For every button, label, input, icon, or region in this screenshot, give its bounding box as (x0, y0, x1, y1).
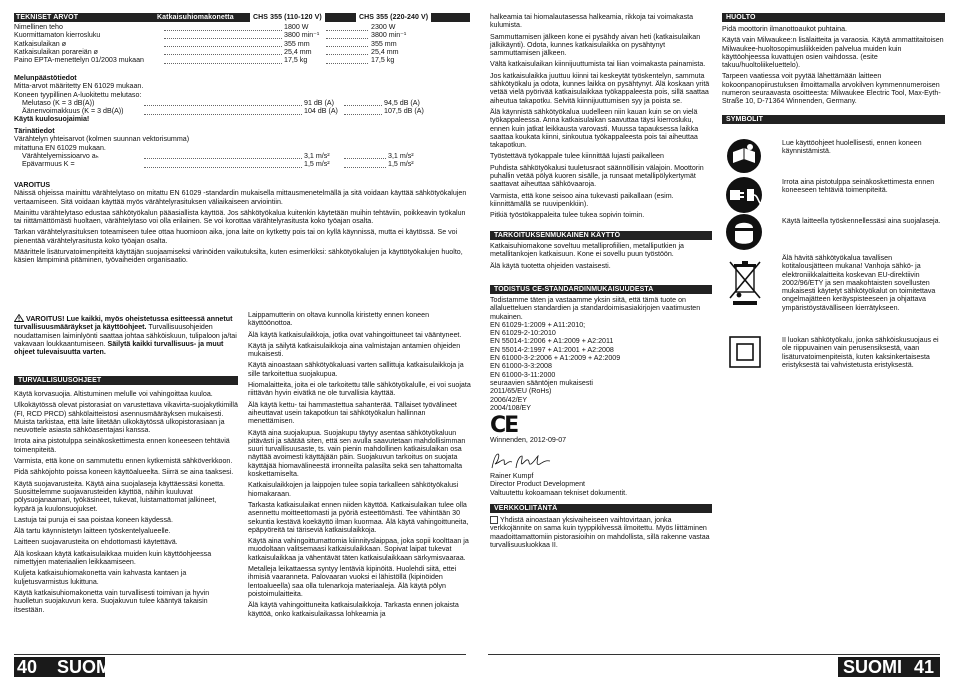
leader-dots (144, 152, 302, 160)
safety-para-1: Käytä korvasuojia. Altistuminen melulle voi vahingoittaa kuuloa. (14, 390, 213, 398)
signer-block (490, 472, 714, 497)
spec-value-110: 17,5 kg (284, 56, 308, 65)
footer-left (14, 657, 117, 677)
huolto-section (722, 25, 944, 106)
right-para-6: Työstettävä työkappale tulee kiinnittää lujasti paikalleen (490, 152, 664, 161)
ce-standard-line: 2011/65/EU (RoHs) (490, 387, 552, 396)
huolto-para-2: Käytä vain Milwaukee:n lisälaitteita ja varaosia. Käytä ammattitaitoisen Milwaukee-huoltosopimusliikkeiden palvelua muiden kuin käyttöohjeessa kuvattujen osien vaihdossa. (esite takuu/huoltoliikeluettelo). (722, 36, 944, 70)
safety-cont-para-7: Käytä aina suojakupua. Suojakupu täytyy asentaa sähkötyökaluun pitävästi ja säätää siten, että sen avulla saavutetaan mahdollisimman suuri turvallisuusaste, ts. vain pienin mahdollinen katkaisulaikan osa näyttää avoimesti käyttäjään päin. Suojakuvun tarkoitus on suojata käyttäjää hiomavälineestä irronneilta palasilta sekä sen tahattomalta koskettamiselta. (248, 428, 466, 479)
double-insulation-icon (729, 336, 761, 368)
right-para-9: Pitkiä työstökappaleita tulee tukea sopivin toimin. (490, 211, 645, 220)
spec-value-110: 3,1 m/s² (304, 151, 330, 160)
spec-row (14, 160, 474, 168)
footer-rule-right (488, 654, 940, 655)
face-protection-icon (724, 212, 764, 252)
leader-dots (326, 23, 368, 31)
right-para-2: Sammuttamisen jälkeen kone ei pysähdy aivan heti (katkaisulaikan jälkikäynti). Odota, kunnes katkaisulaikka on pysähtynyt sammuttamisen jälkeen. (490, 32, 701, 58)
ce-standard-line: EN 55014-2:1997 + A1:2001 + A2:2008 (490, 345, 614, 354)
spec-value-220: 3800 min⁻¹ (371, 31, 407, 40)
warning-triangle-icon (14, 314, 24, 322)
spec-label: Epävarmuus K = (22, 160, 75, 169)
safety-cont-para-6: Älä käytä kettu- tai hammastettua sahanterää. Tällaiset työvälineet aiheuttavat usein takapotkun tai sähkötyökalun hallinnan menettämisen. (248, 400, 457, 426)
place-date: Winnenden, 2012-09-07 (490, 436, 567, 444)
spec-row (14, 23, 474, 31)
safety-paragraphs-continued (248, 311, 472, 621)
spec-value-110: 1800 W (284, 23, 309, 31)
ce-intro: Todistamme täten ja vastaamme yksin siitä, että tämä tuote on allaluetteluen standardien ja standardoimisasiakirjojen vaatimusten mukainen. (490, 296, 701, 321)
huolto-para-3: Tarpeen vaatiessa voit pyytää lähettämään laitteen kokoonpanopiirustuksen ilmoittamalla arvokilven kymmennumeroisen numeron seuraavasta osoitteesta: Milwaukee Electric Tool, Max-Eyth-Straße 10, D-71364 Winnenden, Germany. (722, 72, 941, 106)
spec-value-220: 1,5 m/s² (388, 160, 414, 169)
safety-cont-para-5: Hiomalaitteita, joita ei ole tarkoitettu tälle sähkötyökalulle, ei voi suojata riittävän hyvin eivätkä ne ole turvallisia käyttää. (248, 381, 471, 398)
right-para-5: Älä käynnistä sähkötyökalua uudelleen niin kauan kuin se on vielä työkappaleessa. Anna katkaisulaikan saavuttaa täysi kierrosluku, ennen kuin jatkat leikkausta varovasti. Muussa tapauksessa laikka saattaa koukata kiinni, sinkoutua työkappaleesta pois tai aiheuttaa takapotkun. (490, 107, 699, 150)
safety-para-12: Käytä katkaisuhiomakonetta vain turvallisesti toimivan ja hyvin huolletun suojakuvun kera. Suojakuvun tulee kääntyä takaisin itsestään. (14, 588, 210, 614)
ce-standard-line: 2006/42/EY (490, 395, 528, 404)
ce-header: TODISTUS CE-STANDARDINMUKAISUUDESTA (490, 285, 712, 294)
varoitus-section (14, 181, 468, 265)
page-number-right: 41 (914, 657, 935, 677)
spec-label: Katkaisulaikan ø (14, 39, 67, 48)
use-section (490, 242, 714, 270)
varoitus-para-3: Tarkan värähtelyrasituksen toteamiseen tulee ottaa huomioon aika, jona laite on kytketty pois tai on kyllä käynnissä, mutta ei käytössä. Se voi pienentää värähtelyrasitusta koko työajan osalta. (14, 228, 458, 245)
read-manual-icon (724, 136, 764, 176)
leader-dots (326, 48, 368, 56)
ce-standard-line: EN 61000-3-11:2000 (490, 370, 556, 379)
leader-dots (164, 56, 282, 64)
leader-dots (344, 99, 382, 107)
vibration-section (14, 127, 474, 168)
right-col-paragraphs (490, 13, 714, 223)
leader-dots (164, 23, 282, 31)
warning-keep: Säilytä kaikki turvallisuus- ja muut ohjeet tulevaisuutta varten. (14, 339, 224, 357)
spec-label: Äänenvoimakkuus (K = 3 dB(A)) (22, 107, 124, 116)
noise-rows (14, 99, 474, 116)
ce-mark-icon (490, 413, 517, 438)
network-para: Yhdistä ainoastaan yksivaiheiseen vaihtovirtaan, jonka verkkojännite on sama kuin tyyppikilvessä ilmoitettu. Myös liittäminen maadoittamattomiin pistorasioihin on mahdollista, sillä rakenne vastaa turvallisuusluokkaa II. (490, 516, 710, 549)
huolto-para-1: Pidä moottorin ilmanottoaukot puhtaina. (722, 25, 848, 33)
right-para-1: halkeamia tai hiomalautasessa halkeamia, rikkoja tai voimakasta kulumista. (490, 13, 694, 30)
spec-rows (14, 23, 474, 64)
wheelie-bin-crossed-icon (728, 258, 762, 306)
ce-standards-list (490, 321, 714, 412)
spec-row (14, 56, 474, 64)
spec-col-220: CHS 355 (220-240 V) (356, 13, 431, 22)
right-para-8: Varmista, että kone seisoo aina tukevasti paikallaan (esim. kiinnittämällä se ruuvipenkkiin). (490, 191, 674, 208)
safety-para-3: Irrota aina pistotulppa seinäkoskettimesta ennen koneeseen tehtäviä toimenpiteitä. (14, 437, 230, 454)
page-number-left: 40 (17, 657, 38, 677)
spec-value-220: 25,4 mm (371, 47, 399, 56)
spec-value-220: 355 mm (371, 39, 397, 48)
spec-value-220: 94,5 dB (A) (384, 98, 420, 107)
use-para-1: Katkaisuhiomakone soveltuu metalliprofiilien, metalliputkien ja metallitankojen katkaisuun. Kone ei sovellu puun työstöön. (490, 242, 684, 259)
safety-cont-para-11: Metalleja leikattaessa syntyy lentäviä kipinöitä. Huolehdi siitä, ettei ihmisiä vaaranneta. Palovaaran vuoksi ei lähistöllä (kipinöiden lentoalueella) saa olla tulenarkoja materiaaleja. Älä käytä pölyn poistoimulaitteita. (248, 565, 457, 598)
spec-value-110: 91 dB (A) (304, 98, 334, 107)
leader-dots (326, 31, 368, 39)
safety-para-8: Älä tartu käynnistetyn laitteen työskentelyalueelle. (14, 527, 171, 536)
safety-para-9: Laitteen suojavarusteita on ehdottomasti käytettävä. (14, 538, 178, 547)
vibration-line-2: mitattuna EN 61029 mukaan. (14, 143, 106, 152)
safety-cont-para-2: Älä käytä katkaisulaikkoja, jotka ovat vahingoittuneet tai vääntyneet. (248, 330, 462, 339)
leader-dots (164, 40, 282, 48)
safety-header: TURVALLISUUSOHJEET (14, 376, 238, 385)
spec-value-110: 355 mm (284, 39, 310, 48)
safety-para-11: Kuljeta katkaisuhiomakonetta vain kahvasta kantaen ja kuljetusvarmistus lukittuna. (14, 569, 187, 586)
unplug-icon (724, 175, 764, 215)
ce-standard-line: EN 61000-3-3:2008 (490, 362, 552, 371)
symbols-header: SYMBOLIT (722, 115, 945, 124)
symbol-text-3: Käytä laitteella työskennellessäsi aina suojalaseja. (782, 217, 941, 225)
network-header: VERKKOLIITÄNTÄ (490, 504, 712, 513)
ce-mark-text: CE (490, 413, 518, 438)
vibration-rows (14, 152, 474, 169)
right-para-3: Vältä katkaisulaikan kiinnijuuttumista tai liian voimakasta painamista. (490, 60, 706, 69)
varoitus-para-4: Määrittele lisäturvatoimenpiteitä käyttäjän suojaamiseksi värinöiden vaikutuksilta, kuten esimerkiksi: sähkötyökalujen ja käyttötyökalujen huolto, käsien lämpiminä pitäminen, työvaiheiden organisaatio. (14, 248, 463, 265)
ce-standard-line: EN 61029-1:2009 + A11:2010; (490, 320, 586, 329)
leader-dots (144, 107, 302, 115)
symbol-text-2: Irrota aina pistotulppa seinäkoskettimesta ennen koneeseen tehtäviä toimenpiteitä. (782, 178, 935, 195)
spec-row (14, 48, 474, 56)
varoitus-para-1: Näissä ohjeissa mainittu värähtelytaso on mitattu EN 61029 -standardin mukaisella mittausmenetelmällä ja sitä voidaan käyttää sähkötyökalujen vertaamiseen. Sitä voidaan käyttää myös värähtelyrasituksen väliaikaiseen arviointiin. (14, 189, 467, 206)
spec-row (14, 31, 474, 39)
right-para-4: Jos katkaisulaikka juuttuu kiinni tai keskeytät työskentelyn, sammuta sähkötyökalu ja odota, kunnes laikka on pysähtynyt. Älä koskaan yritä vetää vielä pyörivää katkaisulaikkaa työkappaleesta pois, sillä saattaa aiheutua takapotku. Selvitä kiinnijuuttumisen syy ja poista se. (490, 71, 710, 105)
safety-para-7: Lastuja tai puruja ei saa poistaa koneen käydessä. (14, 515, 173, 524)
right-para-7: Puhdista sähkötyökalusi tuuletusraot säännöllisin välajoin. Moottorin puhallin vetää pölyä kuoren sisälle, ja runsaat metallipölykertymät saattavat aiheuttaa sähkövaaroja. (490, 163, 704, 189)
signature-icon (490, 450, 560, 472)
safety-para-4: Varmista, että kone on sammutettu ennen kytkemistä sähköverkkoon. (14, 457, 233, 466)
safety-cont-para-9: Tarkasta katkaisulaikat ennen niiden käyttöä. Katkaisulaikan tulee olla asennettu moitteettomasti ja pyöriä esteettömästi. Tee vähintään 30 sekuntia kestävä koekäyttö ilman kuormaa. Älä käytä vahingoittuneita, epäpyöreitä tai täriseviä katkaisulaikkoja. (248, 500, 469, 534)
signer-name: Rainer Kumpf (490, 472, 534, 480)
spec-table-header (14, 13, 470, 22)
spec-value-220: 107,5 dB (A) (384, 107, 424, 116)
symbol-text-1: Lue käyttöohjeet huolellisesti, ennen koneen käynnistämistä. (782, 139, 922, 156)
safety-paragraphs (14, 390, 238, 617)
spec-label: Melutaso (K = 3 dB(A)) (22, 98, 95, 107)
ce-standard-line: EN 61000-3-2:2006 + A1:2009 + A2:2009 (490, 354, 621, 363)
spec-value-220: 17,5 kg (371, 56, 395, 65)
square-note-icon (490, 516, 498, 524)
spec-label: Kuormittamaton kierrosluku (14, 31, 101, 40)
symbol-text-5: II luokan sähkötyökalu, jonka sähköiskusuojaus ei ole riippuvainen vain perusensiksestä, vaan lisäturvatoimenpiteistä, kuten kaksinkertaisesta eristyksestä tai vahvistetusta eristyksestä. (782, 336, 939, 369)
footer-rule-left (14, 654, 466, 655)
safety-para-5: Pidä sähköjohto poissa koneen käyttöalueelta. Siirrä se aina taaksesi. (14, 468, 234, 477)
noise-line-1: Mitta-arvot määritetty EN 61029 mukaan. (14, 82, 144, 91)
spec-col-model: Katkaisuhiomakonetta (157, 14, 234, 21)
spec-label: Nimellinen teho (14, 23, 63, 31)
spec-value-220: 2300 W (371, 23, 396, 31)
ce-section (490, 296, 714, 412)
safety-para-2: Ulkokäytössä olevat pistorasiat on varustettava vikavirta-suojakytkimillä (FI, RCD PRCD) sähkölaitteistosi asennusmääräyksen mukaisesti. Muista tarkistaa, että laite liitetään ulkokäytössä ulkopistorasiaan ja neuvottele asiasta sähköasentajasi kanssa. (14, 401, 238, 435)
leader-dots (144, 99, 302, 107)
ce-standard-line: seuraavien sääntöjen mukaisesti (490, 378, 593, 387)
spec-label: Paino EPTA-menettelyn 01/2003 mukaan (14, 56, 144, 65)
signer-title: Director Product Development (490, 480, 586, 489)
spec-value-110: 3800 min⁻¹ (284, 31, 320, 40)
spec-value-110: 25,4 mm (284, 47, 312, 56)
spec-value-110: 1,5 m/s² (304, 160, 330, 169)
footer-right (838, 657, 940, 677)
leader-dots (344, 152, 386, 160)
symbol-text-4: Älä hävitä sähkötyökalua tavallisen kotitalousjätteen mukana! Vanhoja sähkö- ja elektroniikkalaitteita koskevan EU-direktiivin 2002/96/ETY ja sen maakohtaisten sovellusten mukaisesti käytetyt sähkötyökalut on toimitettava ongelmajätteen keräyspisteeseen ja ohjattava ympäristöystävälliseen kierrätykseen. (782, 254, 936, 312)
use-header: TARKOITUKSENMUKAINEN KÄYTTÖ (490, 231, 712, 240)
spec-value-110: 104 dB (A) (304, 107, 338, 116)
leader-dots (344, 160, 386, 168)
ce-standard-line: 2004/108/EY (490, 403, 532, 412)
warning-block (14, 314, 238, 356)
safety-cont-para-12: Älä käytä vahingoittuneita katkaisulaikkoja. Tarkasta ennen jokaista käyttöä, onko katkaisulaikassa lohkeamia ja (248, 601, 459, 618)
noise-title: Melunpäästötiedot (14, 74, 77, 82)
spec-row (14, 152, 474, 160)
varoitus-para-2: Mainittu värähtelytaso edustaa sähkötyökalun pääasiallista käyttöä. Jos sähkötyökalua kuitenkin käytetään muihin tehtäviin, poikkeavin työkalun tai riittämättömästi huoltaen, värähtelytaso voi olla erilainen. Se voi korottaa värähtelyrasitusta koko työajan osalta. (14, 208, 466, 226)
leader-dots (344, 107, 382, 115)
noise-section (14, 74, 474, 124)
spec-value-220: 3,1 m/s² (388, 151, 414, 160)
ce-standard-line: EN 55014-1:2006 + A1:2009 + A2:2011 (490, 337, 614, 346)
safety-cont-para-8: Katkaisulaikkojen ja laippojen tulee sopia tarkalleen sähkötyökalusi hiomakaraan. (248, 481, 459, 498)
leader-dots (164, 48, 282, 56)
noise-line-2: Koneen tyypillinen A-luokitettu melutaso: (14, 90, 142, 99)
signer-note: Valtuutettu kokoamaan tekniset dokumentit. (490, 488, 628, 497)
safety-para-10: Älä koskaan käytä katkaisulaikkaa muiden kuin käyttöohjeessa nimettyjen materiaalien leikkaamiseen. (14, 549, 212, 567)
warning-body: Turvallisuusohjeiden noudattamisen laiminlyönti saattaa johtaa sähköiskuun, tulipaloon ja/tai vakavaan loukkaantumiseen. (14, 323, 237, 348)
language-label-left: SUOMI (57, 657, 117, 677)
spec-row (14, 40, 474, 48)
safety-cont-para-1: Laippamutterin on oltava kunnolla kiristetty ennen koneen käyttöönottoa. (248, 311, 430, 328)
vibration-title: Tärinätiedot (14, 127, 55, 135)
safety-cont-para-4: Käytä ainoastaan sähkötyökaluasi varten sallittuja katkaisulaikkoja ja sille tarkoitettua suojakupua. (248, 361, 464, 378)
safety-cont-para-3: Käytä ja säilytä katkaisulaikkoja aina valmistajan antamien ohjeiden mukaisesti. (248, 341, 461, 359)
safety-cont-para-10: Käytä aina vahingoittumattomia kiinnityslaippaa, joka sopii koolttaan ja muodoltaan valitsemaasi katkaisulaikkaan. Sopivat laipat tukevat katkaisulaikkaa ja vähentävät täten katkaisulaikkaan särkymisvaaraa. (248, 537, 469, 562)
network-section (490, 516, 714, 549)
leader-dots (326, 40, 368, 48)
warning-heading: VAROITUS! Lue kaikki, myös oheistetussa esitteessä annetut turvallisuusmääräykset ja käyttöohjeet. (14, 315, 233, 332)
vibration-line-1: Värähtelyn yhteisarvot (kolmen suunnan vektorisumma) (14, 135, 190, 144)
ear-protection-note: Käytä kuulosuojaimia! (14, 115, 90, 124)
spec-title: TEKNISET ARVOT (16, 14, 79, 21)
spec-label: Värähtelyemissioarvo aₕ (22, 151, 99, 160)
ce-standard-line: EN 61029-2-10:2010 (490, 329, 556, 338)
use-para-2: Älä käytä tuotetta ohjeiden vastaisesti. (490, 261, 611, 270)
language-label-right: SUOMI (843, 657, 903, 677)
leader-dots (144, 160, 302, 168)
safety-para-6: Käytä suojavarusteita. Käytä aina suojalaseja käyttäessäsi konetta. Suosittelemme suojavarusteiden käyttöä, näihin kuuluvat pölysuojanaamari, työkäsineet, tukevat, luistamattomat jalkineet, kypärä ja kuulonsuojukset. (14, 479, 225, 513)
huolto-header: HUOLTO (722, 13, 945, 22)
varoitus-title: VAROITUS (14, 181, 51, 189)
spec-row (14, 99, 474, 107)
spec-row (14, 107, 474, 115)
spec-label: Katkaisulaikan porareiän ø (14, 47, 98, 56)
leader-dots (326, 56, 368, 64)
spec-col-110: CHS 355 (110-120 V) (250, 13, 325, 22)
leader-dots (164, 31, 282, 39)
